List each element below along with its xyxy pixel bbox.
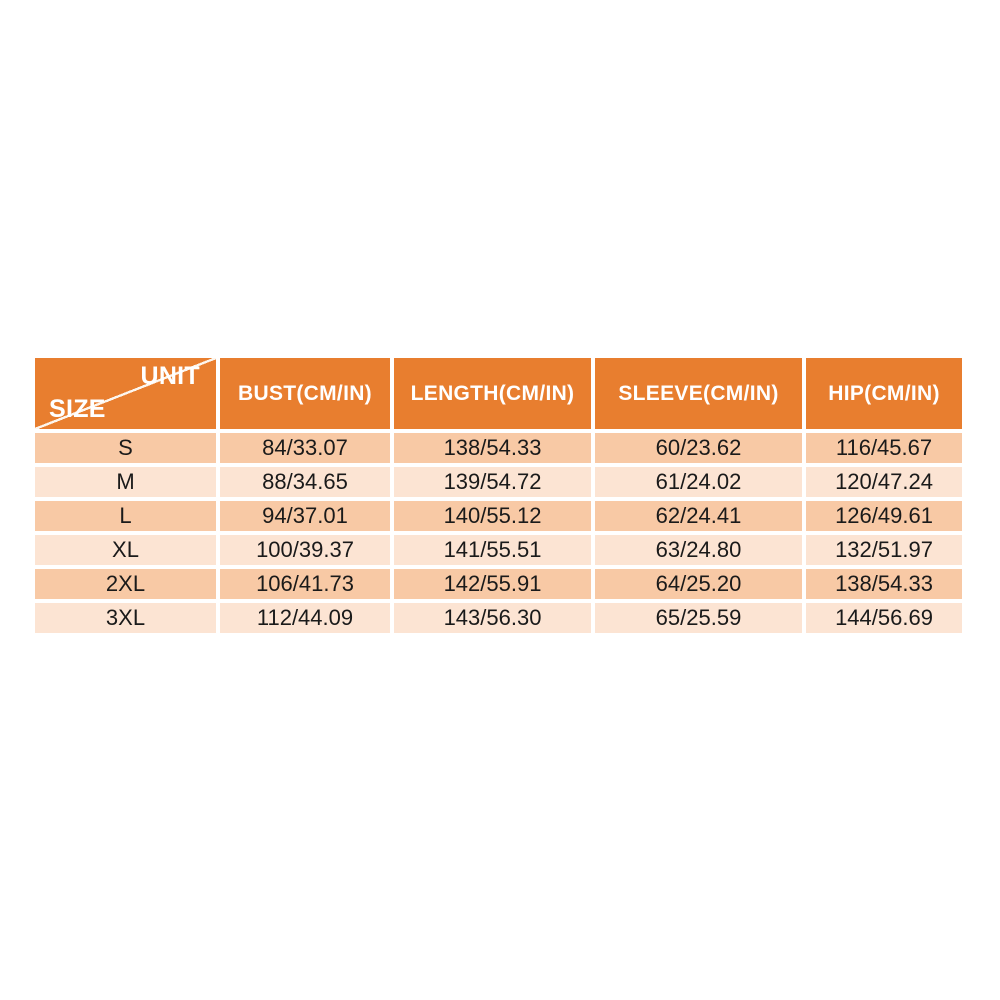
corner-size-label: SIZE: [49, 395, 106, 423]
data-cell-xl-hip: 132/51.97: [806, 535, 962, 565]
data-cell-l-sleeve: 62/24.41: [595, 501, 802, 531]
row-label-2xl: 2XL: [35, 569, 216, 599]
data-cell-xl-length: 141/55.51: [394, 535, 591, 565]
data-cell-m-bust: 88/34.65: [220, 467, 390, 497]
data-cell-2xl-bust: 106/41.73: [220, 569, 390, 599]
row-label-l: L: [35, 501, 216, 531]
data-cell-l-bust: 94/37.01: [220, 501, 390, 531]
data-cell-m-hip: 120/47.24: [806, 467, 962, 497]
size-chart-table: [35, 358, 962, 633]
data-cell-l-length: 140/55.12: [394, 501, 591, 531]
data-cell-xl-bust: 100/39.37: [220, 535, 390, 565]
data-cell-m-sleeve: 61/24.02: [595, 467, 802, 497]
data-cell-3xl-hip: 144/56.69: [806, 603, 962, 633]
data-cell-s-length: 138/54.33: [394, 433, 591, 463]
row-label-3xl: 3XL: [35, 603, 216, 633]
data-cell-3xl-length: 143/56.30: [394, 603, 591, 633]
column-header-bust: BUST(CM/IN): [220, 358, 390, 429]
data-cell-l-hip: 126/49.61: [806, 501, 962, 531]
data-cell-s-sleeve: 60/23.62: [595, 433, 802, 463]
row-label-s: S: [35, 433, 216, 463]
data-cell-2xl-length: 142/55.91: [394, 569, 591, 599]
corner-unit-label: UNIT: [140, 362, 200, 390]
data-cell-m-length: 139/54.72: [394, 467, 591, 497]
row-label-xl: XL: [35, 535, 216, 565]
column-header-sleeve: SLEEVE(CM/IN): [595, 358, 802, 429]
row-label-m: M: [35, 467, 216, 497]
corner-header-cell: [35, 358, 216, 429]
data-cell-3xl-bust: 112/44.09: [220, 603, 390, 633]
column-header-length: LENGTH(CM/IN): [394, 358, 591, 429]
column-header-hip: HIP(CM/IN): [806, 358, 962, 429]
data-cell-s-bust: 84/33.07: [220, 433, 390, 463]
data-cell-xl-sleeve: 63/24.80: [595, 535, 802, 565]
data-cell-2xl-sleeve: 64/25.20: [595, 569, 802, 599]
data-cell-3xl-sleeve: 65/25.59: [595, 603, 802, 633]
data-cell-2xl-hip: 138/54.33: [806, 569, 962, 599]
data-cell-s-hip: 116/45.67: [806, 433, 962, 463]
